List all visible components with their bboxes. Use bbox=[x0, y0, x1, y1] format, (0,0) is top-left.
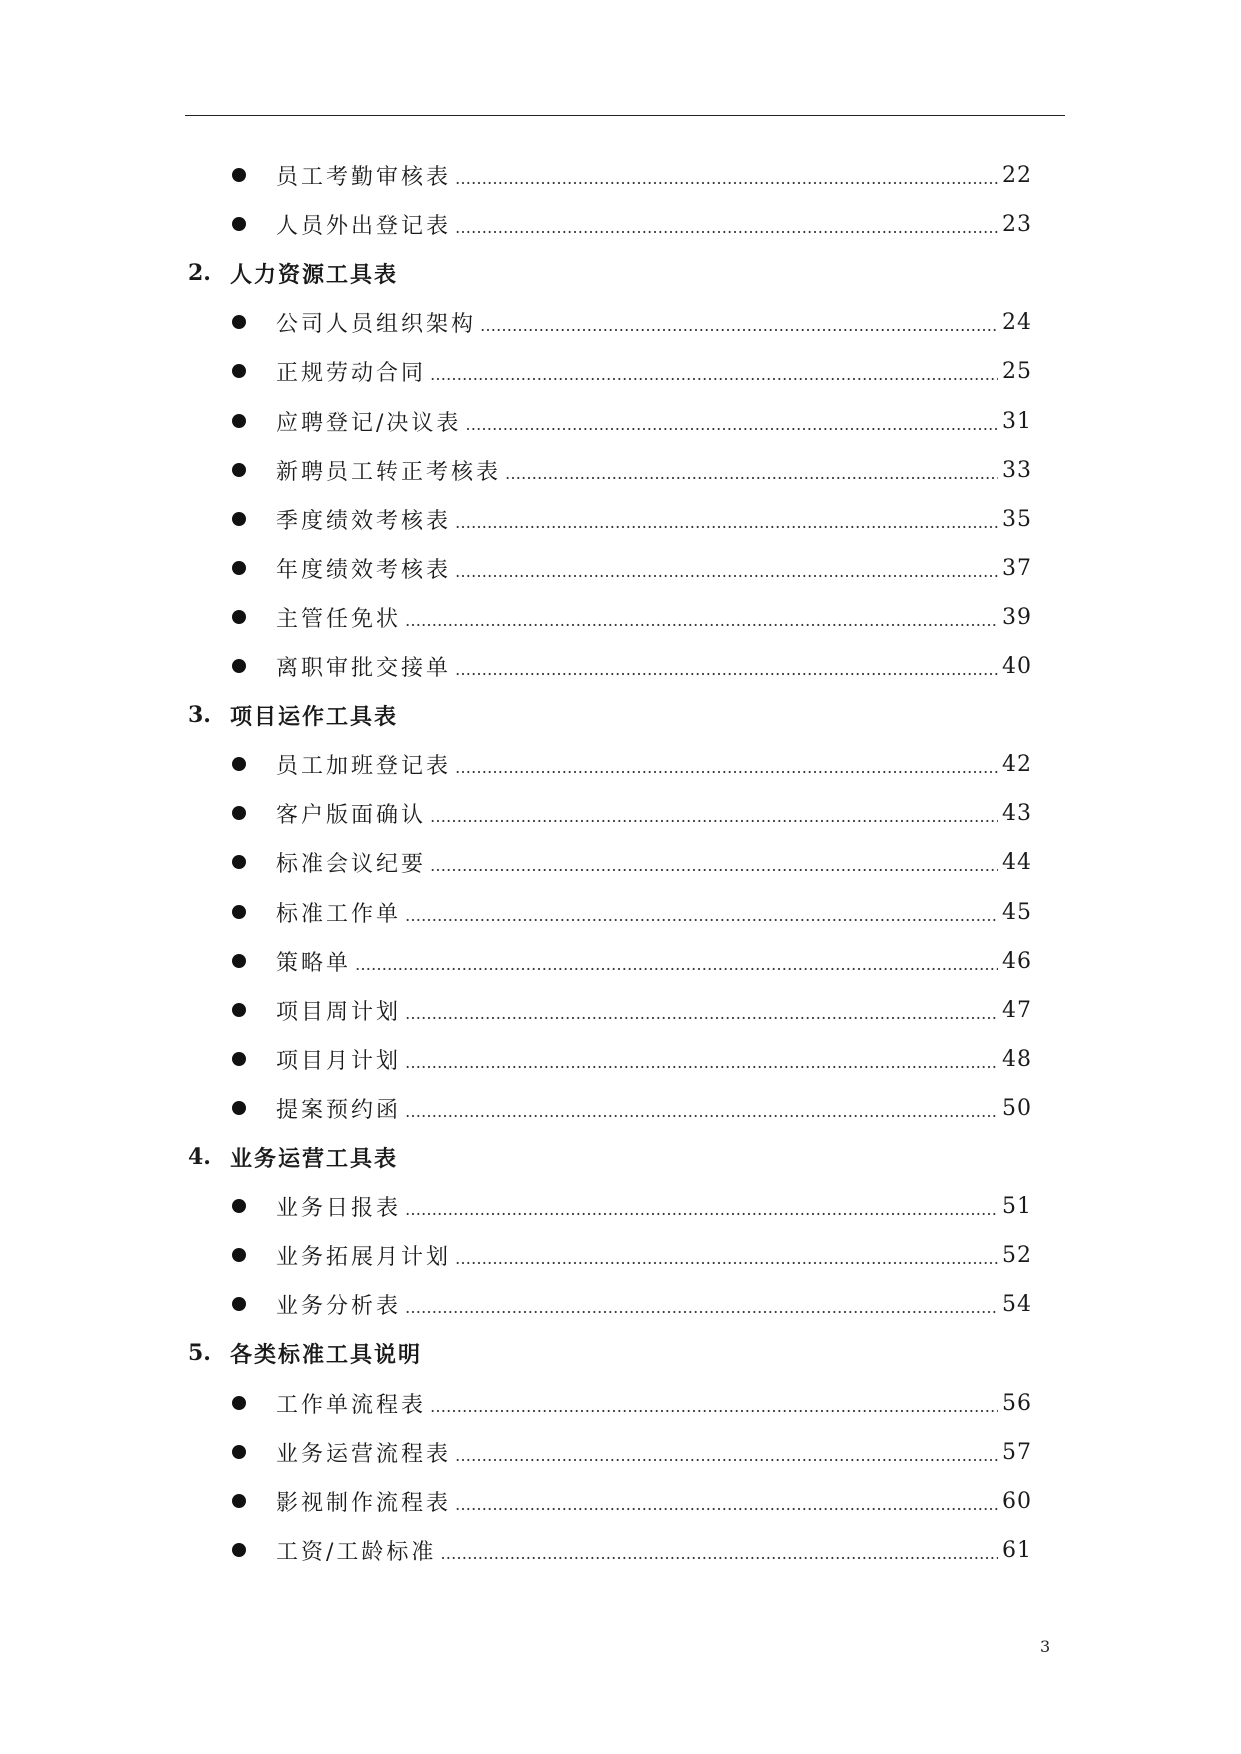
toc-entry-page: 33 bbox=[1002, 457, 1032, 483]
toc-entry-page: 46 bbox=[1002, 948, 1032, 974]
toc-entry[interactable] bbox=[232, 1434, 1032, 1470]
toc-entry[interactable] bbox=[232, 1286, 1032, 1322]
section-number: 4. bbox=[188, 1144, 211, 1170]
bullet-icon bbox=[232, 168, 246, 182]
bullet-icon bbox=[232, 512, 246, 526]
toc-entry-label: 公司人员组织架构 bbox=[276, 311, 477, 337]
toc-entry-page: 45 bbox=[1002, 899, 1032, 925]
toc-entry-page: 40 bbox=[1002, 653, 1032, 679]
toc-entry-page: 23 bbox=[1002, 211, 1032, 237]
toc-entry-label: 正规劳动合同 bbox=[276, 360, 427, 386]
dot-leader bbox=[455, 169, 998, 188]
toc-entry-page: 56 bbox=[1002, 1390, 1032, 1416]
toc-entry-label: 员工加班登记表 bbox=[276, 753, 452, 779]
dot-leader bbox=[405, 906, 998, 925]
toc-entry-label: 策略单 bbox=[276, 950, 352, 976]
toc-entry-label: 影视制作流程表 bbox=[276, 1490, 452, 1516]
toc-entry-label: 季度绩效考核表 bbox=[276, 508, 452, 534]
toc-entry[interactable] bbox=[232, 1483, 1032, 1519]
dot-leader bbox=[430, 856, 998, 875]
toc-entry[interactable] bbox=[232, 943, 1032, 979]
bullet-icon bbox=[232, 659, 246, 673]
bullet-icon bbox=[232, 414, 246, 428]
dot-leader bbox=[405, 1298, 998, 1317]
dot-leader bbox=[455, 562, 998, 581]
bullet-icon bbox=[232, 757, 246, 771]
toc-entry[interactable] bbox=[232, 353, 1032, 389]
bullet-icon bbox=[232, 1052, 246, 1066]
toc-section-heading bbox=[188, 255, 398, 291]
bullet-icon bbox=[232, 1396, 246, 1410]
toc-entry[interactable] bbox=[232, 1532, 1032, 1568]
dot-leader bbox=[405, 1200, 998, 1219]
toc-entry[interactable] bbox=[232, 403, 1032, 439]
dot-leader bbox=[405, 1102, 998, 1121]
toc-entry-page: 60 bbox=[1002, 1488, 1032, 1514]
bullet-icon bbox=[232, 561, 246, 575]
bullet-icon bbox=[232, 1297, 246, 1311]
toc-entry[interactable] bbox=[232, 795, 1032, 831]
toc-entry[interactable] bbox=[232, 992, 1032, 1028]
section-title: 人力资源工具表 bbox=[230, 261, 399, 288]
toc-entry-label: 员工考勤审核表 bbox=[276, 164, 452, 190]
bullet-icon bbox=[232, 905, 246, 919]
toc-entry-page: 57 bbox=[1002, 1439, 1032, 1465]
toc-entry[interactable] bbox=[232, 1188, 1032, 1224]
section-title: 项目运作工具表 bbox=[230, 703, 399, 730]
section-title: 业务运营工具表 bbox=[230, 1145, 399, 1172]
toc-entry-page: 48 bbox=[1002, 1046, 1032, 1072]
bullet-icon bbox=[232, 463, 246, 477]
bullet-icon bbox=[232, 1494, 246, 1508]
dot-leader bbox=[455, 758, 998, 777]
toc-entry[interactable] bbox=[232, 452, 1032, 488]
toc-entry-label: 主管任免状 bbox=[276, 606, 402, 632]
dot-leader bbox=[455, 660, 998, 679]
dot-leader bbox=[455, 1495, 998, 1514]
bullet-icon bbox=[232, 315, 246, 329]
toc-entry[interactable] bbox=[232, 844, 1032, 880]
section-title: 各类标准工具说明 bbox=[230, 1341, 423, 1368]
toc-section-heading bbox=[188, 697, 398, 733]
page-number: 3 bbox=[1040, 1637, 1051, 1656]
toc-entry-label: 客户版面确认 bbox=[276, 802, 427, 828]
toc-entry-page: 44 bbox=[1002, 849, 1032, 875]
dot-leader bbox=[405, 1004, 998, 1023]
section-number: 2. bbox=[188, 260, 211, 286]
bullet-icon bbox=[232, 1101, 246, 1115]
toc-entry-page: 24 bbox=[1002, 309, 1032, 335]
toc-entry[interactable] bbox=[232, 157, 1032, 193]
section-number: 5. bbox=[188, 1340, 211, 1366]
toc-entry[interactable] bbox=[232, 501, 1032, 537]
bullet-icon bbox=[232, 1248, 246, 1262]
bullet-icon bbox=[232, 855, 246, 869]
toc-entry[interactable] bbox=[232, 599, 1032, 635]
dot-leader bbox=[455, 1446, 998, 1465]
bullet-icon bbox=[232, 954, 246, 968]
toc-entry[interactable] bbox=[232, 648, 1032, 684]
bullet-icon bbox=[232, 1543, 246, 1557]
bullet-icon bbox=[232, 1199, 246, 1213]
toc-entry-page: 31 bbox=[1002, 408, 1032, 434]
toc-entry-page: 61 bbox=[1002, 1537, 1032, 1563]
toc-entry-label: 离职审批交接单 bbox=[276, 655, 452, 681]
bullet-icon bbox=[232, 364, 246, 378]
toc-entry-label: 业务拓展月计划 bbox=[276, 1244, 452, 1270]
toc-section-heading bbox=[188, 1139, 398, 1175]
toc-entry-label: 业务日报表 bbox=[276, 1195, 402, 1221]
toc-entry-page: 25 bbox=[1002, 358, 1032, 384]
dot-leader bbox=[505, 464, 998, 483]
bullet-icon bbox=[232, 1003, 246, 1017]
bullet-icon bbox=[232, 1445, 246, 1459]
toc-entry-label: 业务运营流程表 bbox=[276, 1441, 452, 1467]
toc-entry-page: 51 bbox=[1002, 1193, 1032, 1219]
bullet-icon bbox=[232, 806, 246, 820]
toc-entry[interactable] bbox=[232, 1041, 1032, 1077]
toc-entry[interactable] bbox=[232, 304, 1032, 340]
toc-entry-page: 35 bbox=[1002, 506, 1032, 532]
toc-entry-label: 工资/工龄标准 bbox=[276, 1539, 437, 1565]
dot-leader bbox=[455, 513, 998, 532]
toc-entry-label: 标准会议纪要 bbox=[276, 851, 427, 877]
header-rule bbox=[185, 115, 1065, 116]
toc-entry-page: 37 bbox=[1002, 555, 1032, 581]
dot-leader bbox=[465, 415, 998, 434]
toc-entry[interactable] bbox=[232, 894, 1032, 930]
dot-leader bbox=[430, 807, 998, 826]
toc-entry-label: 业务分析表 bbox=[276, 1293, 402, 1319]
toc-entry[interactable] bbox=[232, 550, 1032, 586]
toc-entry[interactable] bbox=[232, 1090, 1032, 1126]
toc-entry-page: 52 bbox=[1002, 1242, 1032, 1268]
toc-entry-page: 54 bbox=[1002, 1291, 1032, 1317]
toc-entry-page: 22 bbox=[1002, 162, 1032, 188]
toc-entry-page: 39 bbox=[1002, 604, 1032, 630]
toc-entry-page: 47 bbox=[1002, 997, 1032, 1023]
toc-entry-page: 43 bbox=[1002, 800, 1032, 826]
toc-entry[interactable] bbox=[232, 746, 1032, 782]
toc-entry-label: 工作单流程表 bbox=[276, 1392, 427, 1418]
toc-entry-label: 应聘登记/决议表 bbox=[276, 410, 462, 436]
toc-entry-label: 新聘员工转正考核表 bbox=[276, 459, 502, 485]
bullet-icon bbox=[232, 217, 246, 231]
section-number: 3. bbox=[188, 702, 211, 728]
toc-entry-label: 项目月计划 bbox=[276, 1048, 402, 1074]
dot-leader bbox=[405, 1053, 998, 1072]
toc-entry[interactable] bbox=[232, 1385, 1032, 1421]
toc-entry-label: 人员外出登记表 bbox=[276, 213, 452, 239]
toc-entry-page: 42 bbox=[1002, 751, 1032, 777]
toc-entry-label: 年度绩效考核表 bbox=[276, 557, 452, 583]
toc-entry[interactable] bbox=[232, 206, 1032, 242]
toc-entry-label: 项目周计划 bbox=[276, 999, 402, 1025]
dot-leader bbox=[455, 218, 998, 237]
dot-leader bbox=[480, 316, 998, 335]
toc-entry-label: 提案预约函 bbox=[276, 1097, 402, 1123]
dot-leader bbox=[440, 1544, 998, 1563]
dot-leader bbox=[455, 1249, 998, 1268]
toc-entry[interactable] bbox=[232, 1237, 1032, 1273]
bullet-icon bbox=[232, 610, 246, 624]
dot-leader bbox=[355, 955, 998, 974]
dot-leader bbox=[430, 1397, 998, 1416]
dot-leader bbox=[405, 611, 998, 630]
toc-section-heading bbox=[188, 1335, 422, 1371]
toc-entry-page: 50 bbox=[1002, 1095, 1032, 1121]
toc-entry-label: 标准工作单 bbox=[276, 901, 402, 927]
dot-leader bbox=[430, 365, 998, 384]
